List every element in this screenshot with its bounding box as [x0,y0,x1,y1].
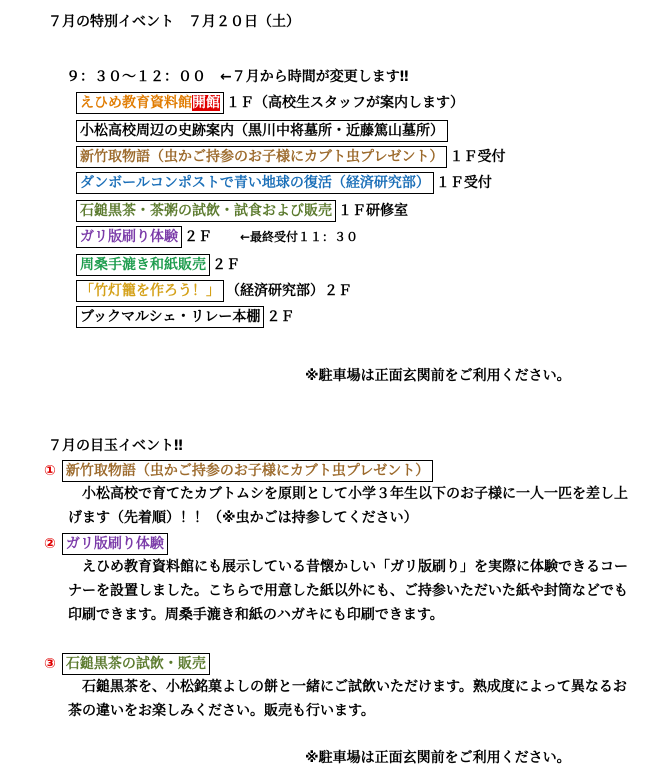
highlight-number: ① [44,463,56,479]
highlight-heading [44,533,168,555]
parking-note-top: ※駐車場は正面玄関前をご利用ください。 [305,368,571,384]
event-note: ←最終受付１１：３０ [240,230,359,244]
event-name-box [76,254,210,276]
event-row [76,306,294,328]
event-location: （経済研究部）２Ｆ [226,283,352,299]
event-location: １Ｆ研修室 [338,203,408,219]
event-name: 新竹取物語（虫かご持参のお子様にカブト虫プレゼント） [80,149,444,165]
event-name-box [76,200,336,222]
page-title: ７月の特別イベント ７月２０日（土） [48,14,300,30]
event-row [76,146,505,168]
event-tag: 開館 [192,95,220,111]
highlight-body: えひめ教育資料館にも展示している昔懐かしい「ガリ版刷り」を実際に体験できるコーナーを設置しました。こちらで用意した紙以外にも、ご持参いただいた紙や封筒などでも印刷できます。周桑手漉き和紙のハガキにも印刷できます。 [68,559,628,623]
highlight-title: 石鎚黒茶の試飲・販売 [62,653,210,675]
event-name-box [76,120,448,142]
event-name: ダンボールコンポストで青い地球の復活（経済研究部） [80,175,430,191]
highlight-number: ② [44,536,56,552]
event-row [76,120,448,142]
event-name-box [76,226,182,248]
event-location: １Ｆ（高校生スタッフが案内します） [226,95,464,111]
parking-note-bottom: ※駐車場は正面玄関前をご利用ください。 [305,750,571,766]
highlight-body: 石鎚黒茶を、小松銘菓よしの餅と一緒にご試飲いただけます。熟成度によって異なるお茶の違いをお楽しみください。販売も行います。 [68,679,627,719]
event-row [76,226,358,248]
event-name: 周桑手漉き和紙販売 [80,257,206,273]
event-row [76,172,492,194]
event-name-box [76,280,224,302]
highlight-title: ガリ版刷り体験 [62,533,168,555]
event-name: ブックマルシェ・リレー本棚 [80,309,261,325]
event-row [76,254,240,276]
event-name: 「竹灯籠を作ろう！」 [80,283,220,299]
highlight-title: 新竹取物語（虫かご持参のお子様にカブト虫プレゼント） [62,460,433,482]
event-row [76,280,352,302]
event-name-box [76,92,224,114]
event-time: ９：３０～１２：００ ←７月から時間が変更します‼ [66,69,409,85]
event-location: ２Ｆ [184,229,212,245]
event-name: 小松高校周辺の史跡案内（黒川中将墓所・近藤篤山墓所） [80,123,444,139]
event-location: １Ｆ受付 [449,149,506,165]
event-location: ２Ｆ [212,257,240,273]
event-name-box [76,146,447,168]
event-name-box [76,306,264,328]
event-location: １Ｆ受付 [435,175,492,191]
highlight-number: ③ [44,656,56,672]
event-name-box [76,172,434,194]
event-row [76,92,464,114]
event-name: えひめ教育資料館 [80,95,192,111]
event-location: ２Ｆ [266,309,295,325]
event-name: 石鎚黒茶・茶粥の試飲・試食および販売 [80,203,332,219]
event-name: ガリ版刷り体験 [80,229,178,245]
highlight-heading [44,460,433,482]
highlight-body: 小松高校で育てたカブトムシを原則として小学３年生以下のお子様に一人一匹を差し上げます（先着順）！！（※虫かごは持参してください） [68,486,628,526]
highlight-heading [44,653,210,675]
highlights-title: ７月の目玉イベント‼ [48,438,183,454]
event-row [76,200,408,222]
